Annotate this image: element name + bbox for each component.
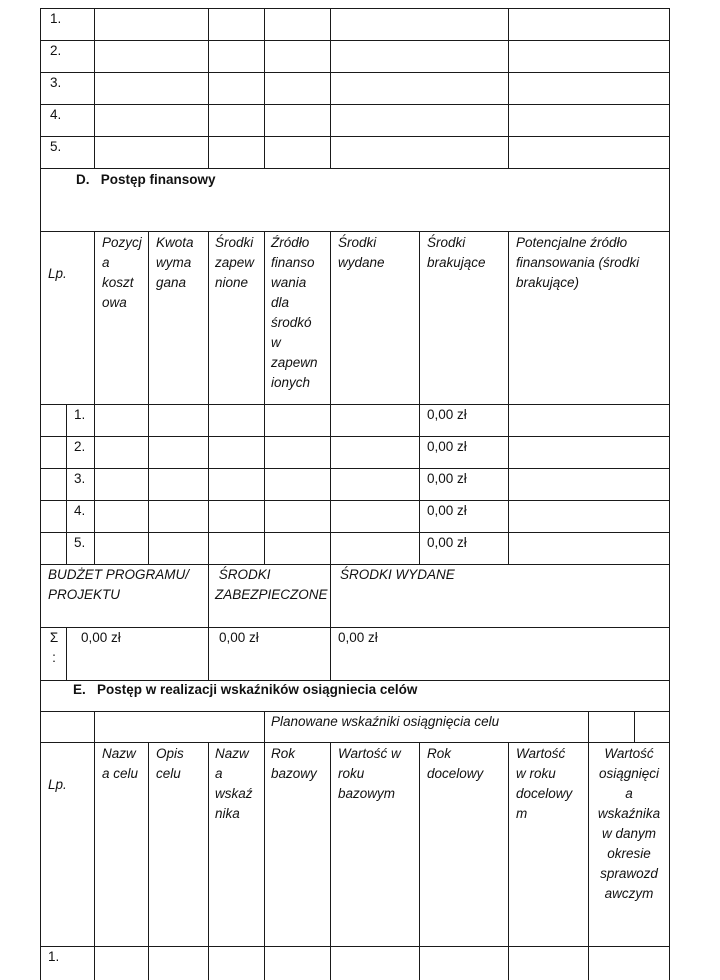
header-zrodlo-finansowania: Źródło finanso wania dla środkó w zapewn ionych [271, 235, 318, 390]
col-line [419, 231, 420, 564]
rule [40, 8, 670, 9]
col-line [94, 742, 95, 980]
col-line [588, 711, 589, 980]
rule [40, 500, 670, 501]
right-border [669, 8, 670, 980]
col-line [508, 742, 509, 980]
header-wartosc-osiagnieta: Wartość osiągnięci a wskaźnika w danym okresie sprawozd awczym [597, 746, 661, 901]
row-number: 4. [74, 503, 86, 518]
col-line [94, 711, 95, 742]
summary-budzet-label: BUDŻET PROGRAMU/ PROJEKTU [48, 567, 190, 602]
section-e-title: E. Postęp w realizacji wskaźników osiągniecia celów [73, 682, 418, 697]
header-nazwa-wskaznika: Nazw a wskaź nika [215, 746, 253, 821]
header-srodki-zapewnione: Środki zapew nione [215, 235, 255, 290]
rule [40, 168, 670, 169]
sigma-symbol: Σ : [49, 630, 59, 665]
amount-brakujace: 0,00 zł [427, 471, 467, 486]
rule [40, 532, 670, 533]
col-line [264, 231, 265, 564]
header-rok-bazowy: Rok bazowy [271, 746, 317, 781]
header-srodki-brakujace: Środki brakujące [427, 235, 486, 270]
col-line [508, 8, 509, 168]
col-line [208, 564, 209, 680]
rule [40, 40, 670, 41]
col-line [330, 742, 331, 980]
header-pozycja-kosztowa: Pozycj a koszt owa [102, 235, 142, 310]
summary-budzet-value: 0,00 zł [81, 630, 121, 645]
col-line [330, 231, 331, 564]
row-number: 2. [74, 439, 86, 454]
col-line [94, 231, 95, 564]
amount-brakujace: 0,00 zł [427, 503, 467, 518]
row-number: 3. [74, 471, 86, 486]
col-line [208, 8, 209, 168]
col-line [508, 231, 509, 564]
col-line [94, 8, 95, 168]
header-opis-celu: Opis celu [156, 746, 184, 781]
row-number: 5. [74, 535, 86, 550]
col-line [264, 711, 265, 980]
summary-zabezpieczone-value: 0,00 zł [219, 630, 259, 645]
col-line [148, 742, 149, 980]
header-nazwa-celu: Nazw a celu [102, 746, 139, 781]
rule [40, 104, 670, 105]
summary-zabezpieczone-label: ŚRODKI ZABEZPIECZONE [215, 567, 328, 602]
header-lp: Lp. [48, 777, 67, 792]
row-number: 1. [48, 949, 60, 964]
row-number: 4. [50, 107, 62, 122]
amount-brakujace: 0,00 zł [427, 439, 467, 454]
amount-brakujace: 0,00 zł [427, 407, 467, 422]
header-wartosc-docelowa: Wartość w roku docelowy m [516, 746, 573, 821]
header-srodki-wydane: Środki wydane [338, 235, 385, 270]
summary-wydane-label: ŚRODKI WYDANE [340, 567, 455, 582]
amount-brakujace: 0,00 zł [427, 535, 467, 550]
section-d-title: D. Postęp finansowy [76, 172, 216, 187]
header-rok-docelowy: Rok docelowy [427, 746, 484, 781]
row-number: 3. [50, 75, 62, 90]
col-line [148, 231, 149, 564]
col-line [419, 742, 420, 980]
row-number: 5. [50, 139, 62, 154]
row-number: 1. [50, 11, 62, 26]
col-line [330, 564, 331, 680]
rule [40, 404, 670, 405]
rule [40, 946, 670, 947]
col-line [208, 742, 209, 980]
rule [40, 468, 670, 469]
header-potencjalne-zrodlo: Potencjalne źródło finansowania (środki brakujące) [516, 235, 640, 290]
summary-wydane-value: 0,00 zł [338, 630, 378, 645]
col-line [208, 231, 209, 564]
planned-indicators-label: Planowane wskaźniki osiągnięcia celu [271, 714, 500, 729]
row-number: 2. [50, 43, 62, 58]
col-line [66, 404, 67, 564]
col-line [330, 8, 331, 168]
col-line [66, 627, 67, 680]
rule [40, 231, 670, 232]
rule [40, 436, 670, 437]
row-number: 1. [74, 407, 86, 422]
rule [40, 742, 670, 743]
header-kwota-wymagana: Kwota wyma gana [156, 235, 194, 290]
col-line [634, 711, 635, 742]
rule [40, 72, 670, 73]
col-line [264, 8, 265, 168]
header-lp: Lp. [48, 266, 67, 281]
header-wartosc-bazowa: Wartość w roku bazowym [338, 746, 401, 801]
rule [40, 136, 670, 137]
left-border [40, 8, 41, 980]
